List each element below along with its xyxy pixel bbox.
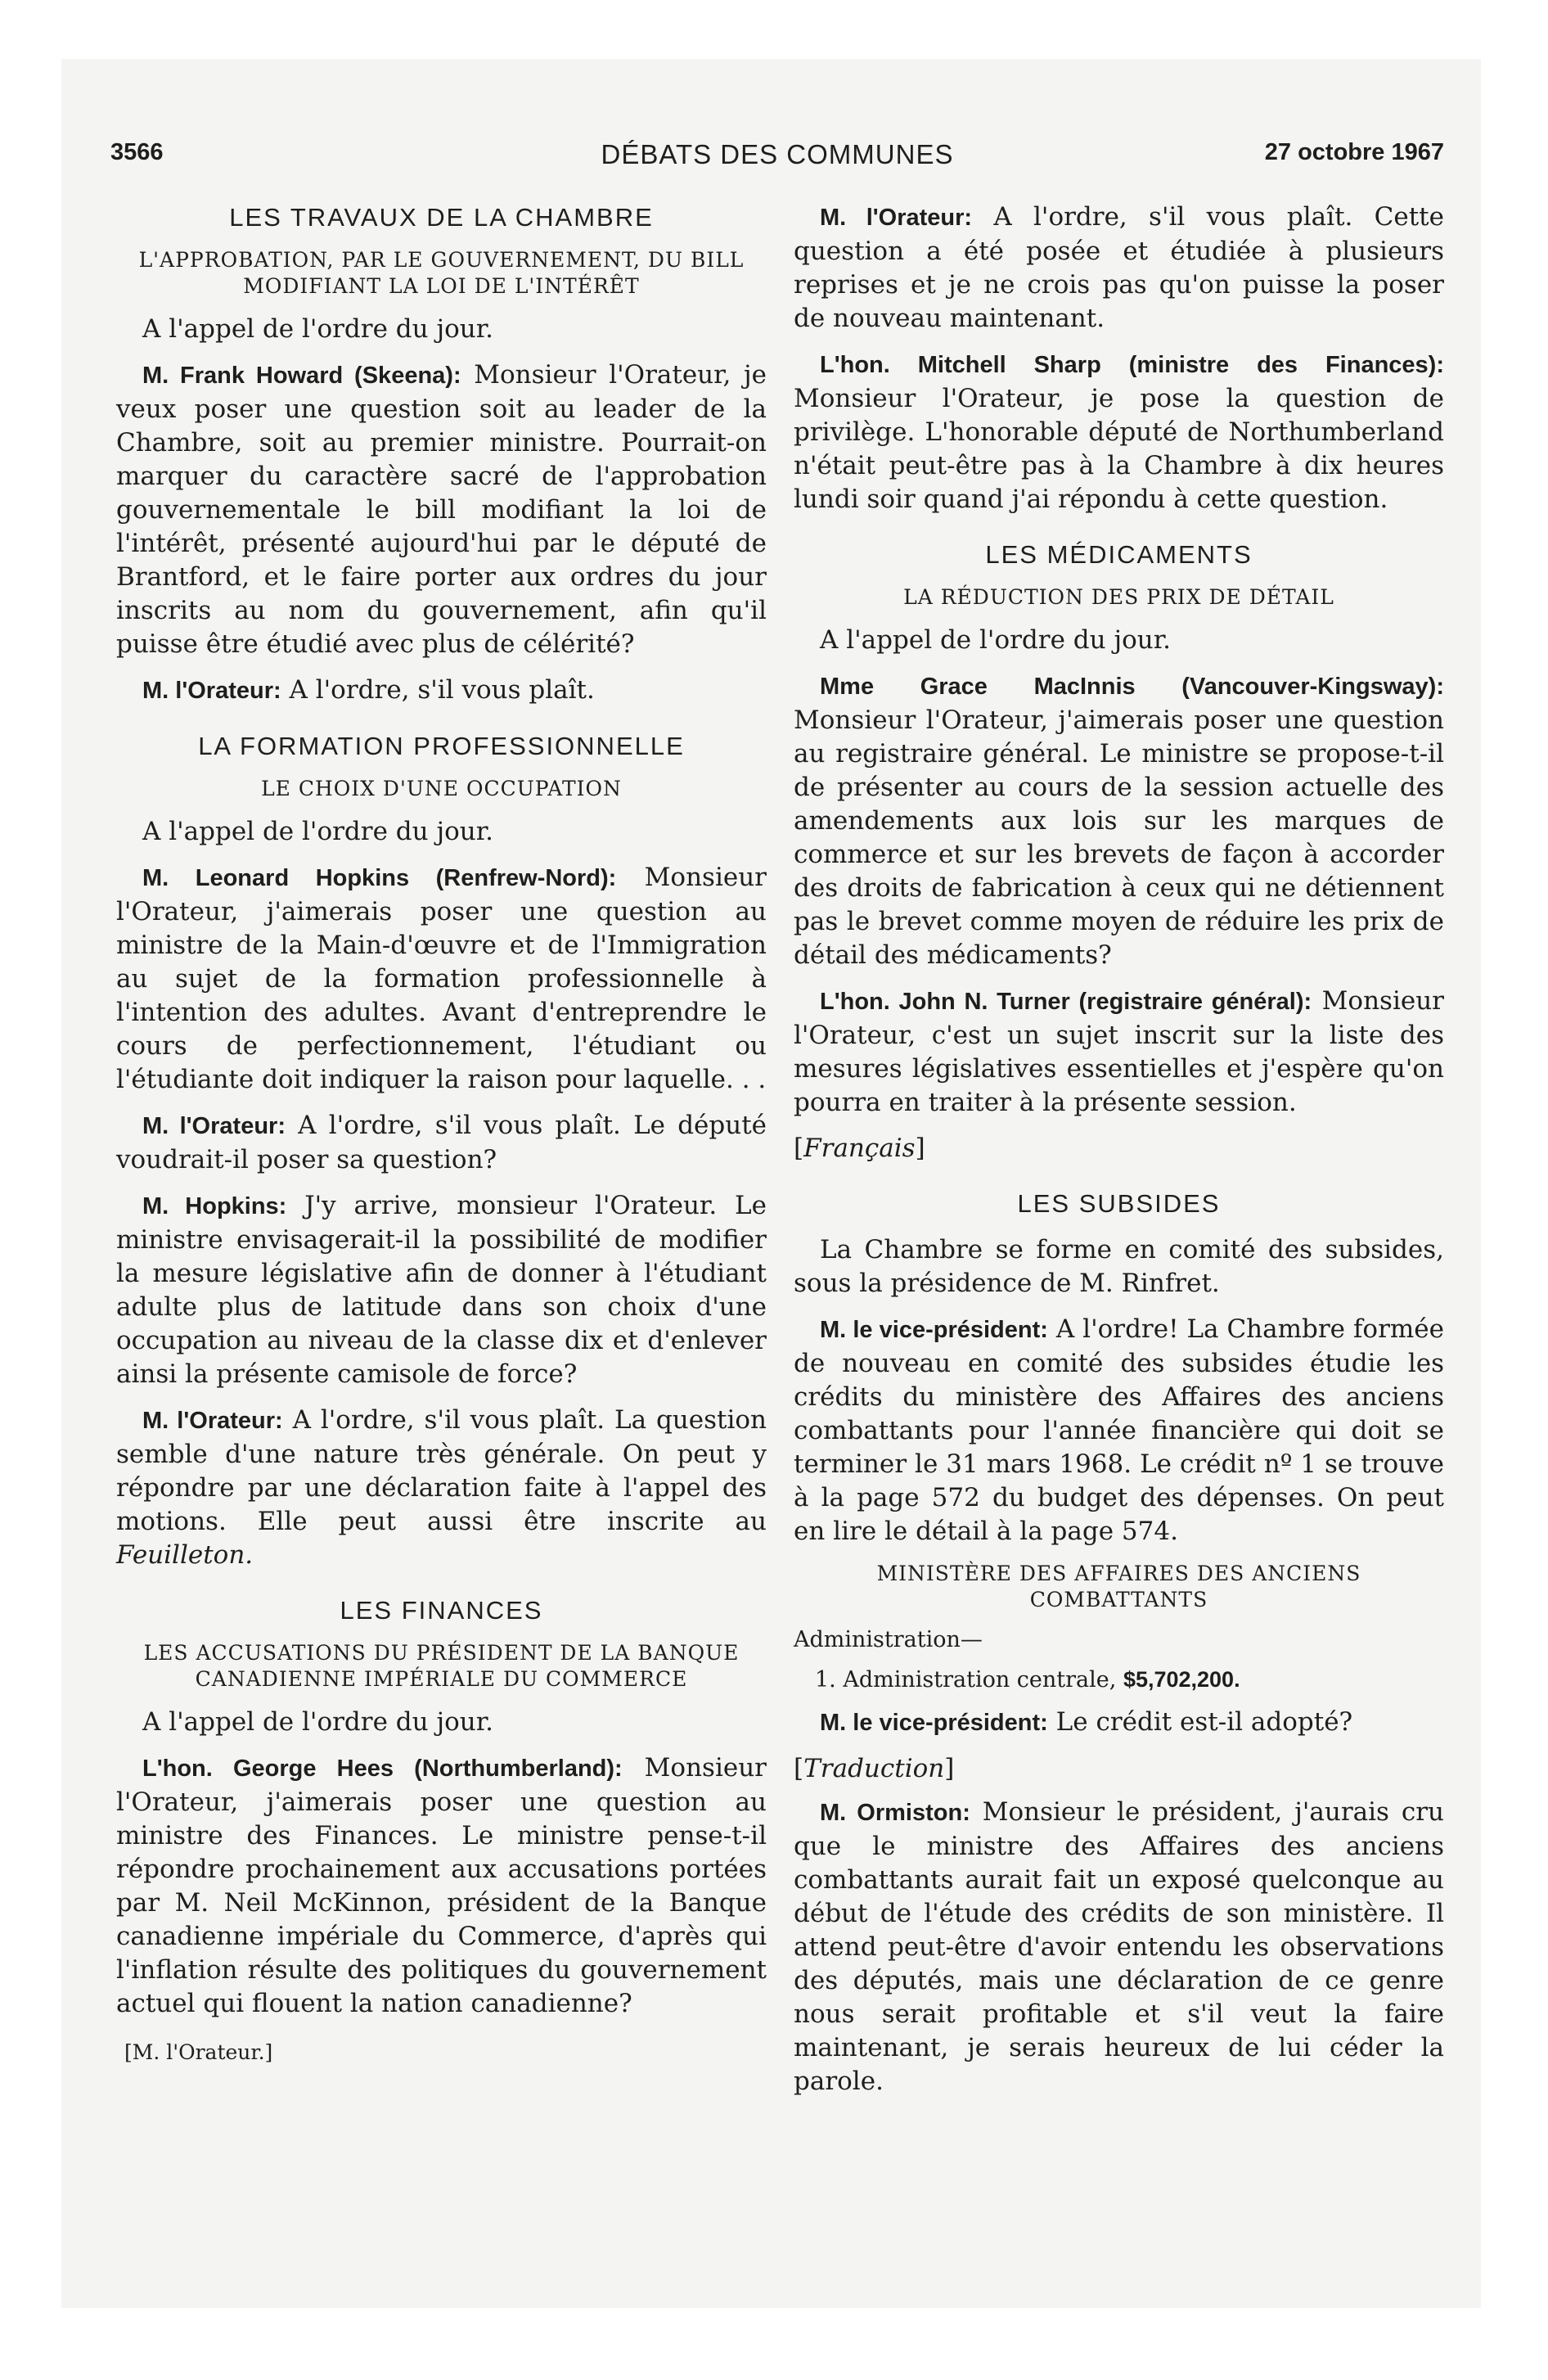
subheading-ministere: MINISTÈRE DES AFFAIRES DES ANCIENS COMBATTANTS: [876, 1562, 1361, 1611]
order-call: A l'appel de l'ordre du jour.: [142, 1707, 493, 1737]
speaker-name: M. le vice-président:: [820, 1317, 1048, 1343]
speech-text: Monsieur l'Orateur, j'aimerais poser une question au registraire général. Le ministre se propose-t-il de présenter au cours de la session actuelle des amendements aux lois sur les marques de commerce et sur les brevets de façon à accorder des droits de fabrication à ceux qui ne détiennent pas le brevet comme moyen de réduire les prix de détail des médicaments?: [794, 705, 1444, 970]
speech-hopkins-2: [116, 1189, 767, 1391]
speaker-name: L'hon. George Hees (Northumberland):: [142, 1756, 623, 1782]
section-heading-medicaments: LES MÉDICAMENTS: [985, 540, 1253, 569]
speech-text: Monsieur l'Orateur, je pose la question de privilège. L'honorable député de Northumberland n'était peut-être pas à la Chambre à dix heures lundi soir quand j'ai répondu à cette question.: [794, 384, 1444, 514]
speech-ormiston: [794, 1796, 1444, 2098]
speech-text: Monsieur l'Orateur, c'est un sujet inscrit sur la liste des mesures législatives essentielles et j'espère qu'on pourra en traiter à la présente session.: [794, 986, 1444, 1117]
speaker-name: M. le vice-président:: [820, 1710, 1048, 1736]
speech-hees: [116, 1751, 767, 2021]
order-call: A l'appel de l'ordre du jour.: [820, 625, 1171, 655]
speech-text: Monsieur l'Orateur, j'aimerais poser une question au ministre de la Main-d'œuvre et de l'Immigration au sujet de la formation professionnelle à l'intention des adultes. Avant d'entreprendre le cours de perfectionnement, l'étudiant ou l'étudiante doit indiquer la raison pour laquelle. . .: [116, 863, 767, 1094]
speaker-name: L'hon. Mitchell Sharp (ministre des Finances):: [820, 352, 1444, 378]
language-note-traduction: [Traduction]: [794, 1754, 955, 1783]
speaker-name: Mme Grace MacInnis (Vancouver-Kingsway):: [820, 674, 1444, 700]
speech-turner: [794, 985, 1444, 1120]
page-header: [110, 139, 1444, 180]
section-heading-subsides: LES SUBSIDES: [1017, 1189, 1221, 1218]
right-column: [794, 201, 1444, 2111]
speaker-name: M. l'Orateur:: [142, 1408, 283, 1434]
speech-orateur: [794, 201, 1444, 336]
section-heading-finances: LES FINANCES: [340, 1596, 543, 1625]
speaker-name: L'hon. John N. Turner (registraire général):: [820, 989, 1312, 1015]
speech-text: J'y arrive, monsieur l'Orateur. Le ministre envisagerait-il la possibilité de modifier la mesure législative afin de donner à l'étudiant adulte plus de latitude dans son choix d'une occupation au niveau de la classe dix et d'enlever ainsi la présente camisole de force?: [116, 1191, 767, 1389]
vote-line-text: 1. Administration centrale,: [815, 1667, 1123, 1693]
page-title: DÉBATS DES COMMUNES: [601, 139, 954, 169]
left-column: [116, 201, 767, 2069]
subheading-reduction: LA RÉDUCTION DES PRIX DE DÉTAIL: [903, 585, 1334, 609]
speech-macinnis: [794, 669, 1444, 972]
speech-text: A l'ordre, s'il vous plaît. Le député voudrait-il poser sa question?: [116, 1111, 767, 1174]
speaker-name: M. l'Orateur:: [142, 1113, 286, 1139]
speech-orateur: [116, 674, 767, 708]
subheading-accusations: LES ACCUSATIONS DU PRÉSIDENT DE LA BANQUE CANADIENNE IMPÉRIALE DU COMMERCE: [143, 1641, 740, 1691]
speech-orateur: [116, 1109, 767, 1177]
speech-sharp: [794, 348, 1444, 516]
section-heading-travaux: LES TRAVAUX DE LA CHAMBRE: [229, 203, 654, 232]
speech-text: A l'ordre! La Chambre formée de nouveau en comité des subsides étudie les crédits du ministère des Affaires des anciens combattants pour l'année financière qui doit se terminer le 31 mars 1968. Le crédit nº 1 se trouve à la page 572 du budget des dépenses. On peut en lire le détail à la page 574.: [794, 1314, 1444, 1546]
speaker-name: M. Hopkins:: [142, 1193, 287, 1219]
subheading-approbation: L'APPROBATION, PAR LE GOUVERNEMENT, DU BILL MODIFIANT LA LOI DE L'INTÉRÊT: [138, 248, 745, 298]
speech-orateur: [116, 1404, 767, 1572]
committee-note: La Chambre se forme en comité des subsides, sous la présidence de M. Rinfret.: [794, 1235, 1444, 1298]
speech-vice-president-2: [794, 1706, 1444, 1740]
order-call: A l'appel de l'ordre du jour.: [142, 314, 493, 344]
speaker-name: M. Ormiston:: [820, 1800, 970, 1826]
speech-text: Monsieur l'Orateur, je veux poser une question soit au leader de la Chambre, soit au premier ministre. Pourrait-on marquer du caractère sacré de l'approbation gouvernementale le bill modifiant la loi de l'intérêt, présenté aujourd'hui par le député de Brantford, et le faire porter aux ordres du jour inscrits au nom du gouvernement, afin qu'il puisse être étudié avec plus de célérité?: [116, 360, 767, 659]
language-note-francais: [Français]: [794, 1134, 925, 1163]
speech-text: A l'ordre, s'il vous plaît. Cette question a été posée et étudiée à plusieurs reprises et je ne crois pas qu'on puisse la poser de nouveau maintenant.: [794, 202, 1444, 333]
speech-howard: [116, 358, 767, 661]
speech-text: A l'ordre, s'il vous plaît. La question semble d'une nature très générale. On peut y répondre par une déclaration faite à l'appel des motions. Elle peut aussi être inscrite au: [116, 1405, 767, 1536]
feuilleton-italic: Feuilleton.: [116, 1540, 254, 1570]
page-date: 27 octobre 1967: [1264, 139, 1444, 165]
vote-line: [794, 1666, 1444, 1694]
vote-category: Administration—: [794, 1627, 983, 1652]
speech-text: A l'ordre, s'il vous plaît.: [281, 675, 595, 705]
vote-amount: $5,702,200.: [1123, 1667, 1240, 1692]
page-number: 3566: [110, 139, 164, 165]
speech-text: Monsieur l'Orateur, j'aimerais poser une question au ministre des Finances. Le ministre pense-t-il répondre prochainement aux accusations portées par M. Neil McKinnon, président de la Banque canadienne impériale du Commerce, d'après qui l'inflation résulte des politiques du gouvernement actuel qui flouent la nation canadienne?: [116, 1753, 767, 2018]
section-heading-formation: LA FORMATION PROFESSIONNELLE: [198, 732, 685, 760]
speaker-name: M. l'Orateur:: [820, 205, 973, 231]
speech-vice-president: [794, 1313, 1444, 1548]
order-call: A l'appel de l'ordre du jour.: [142, 817, 493, 846]
speaker-name: M. Leonard Hopkins (Renfrew-Nord):: [142, 865, 617, 891]
speaker-name: M. l'Orateur:: [142, 678, 281, 704]
subheading-choix: LE CHOIX D'UNE OCCUPATION: [261, 777, 622, 800]
speech-text: Monsieur le président, j'aurais cru que le ministre des Affaires des anciens combattants aurait fait un exposé quelconque au début de l'étude des crédits de son ministère. Il attend peut-être d'avoir entendu les observations des députés, mais une déclaration de ce genre nous serait profitable et s'il veut la faire maintenant, je serais heureux de lui céder la parole.: [794, 1797, 1444, 2096]
speaker-name: M. Frank Howard (Skeena):: [142, 363, 461, 389]
speaker-endnote: [M. l'Orateur.]: [124, 2040, 273, 2064]
speech-hopkins: [116, 861, 767, 1097]
speech-text: Le crédit est-il adopté?: [1047, 1707, 1353, 1737]
